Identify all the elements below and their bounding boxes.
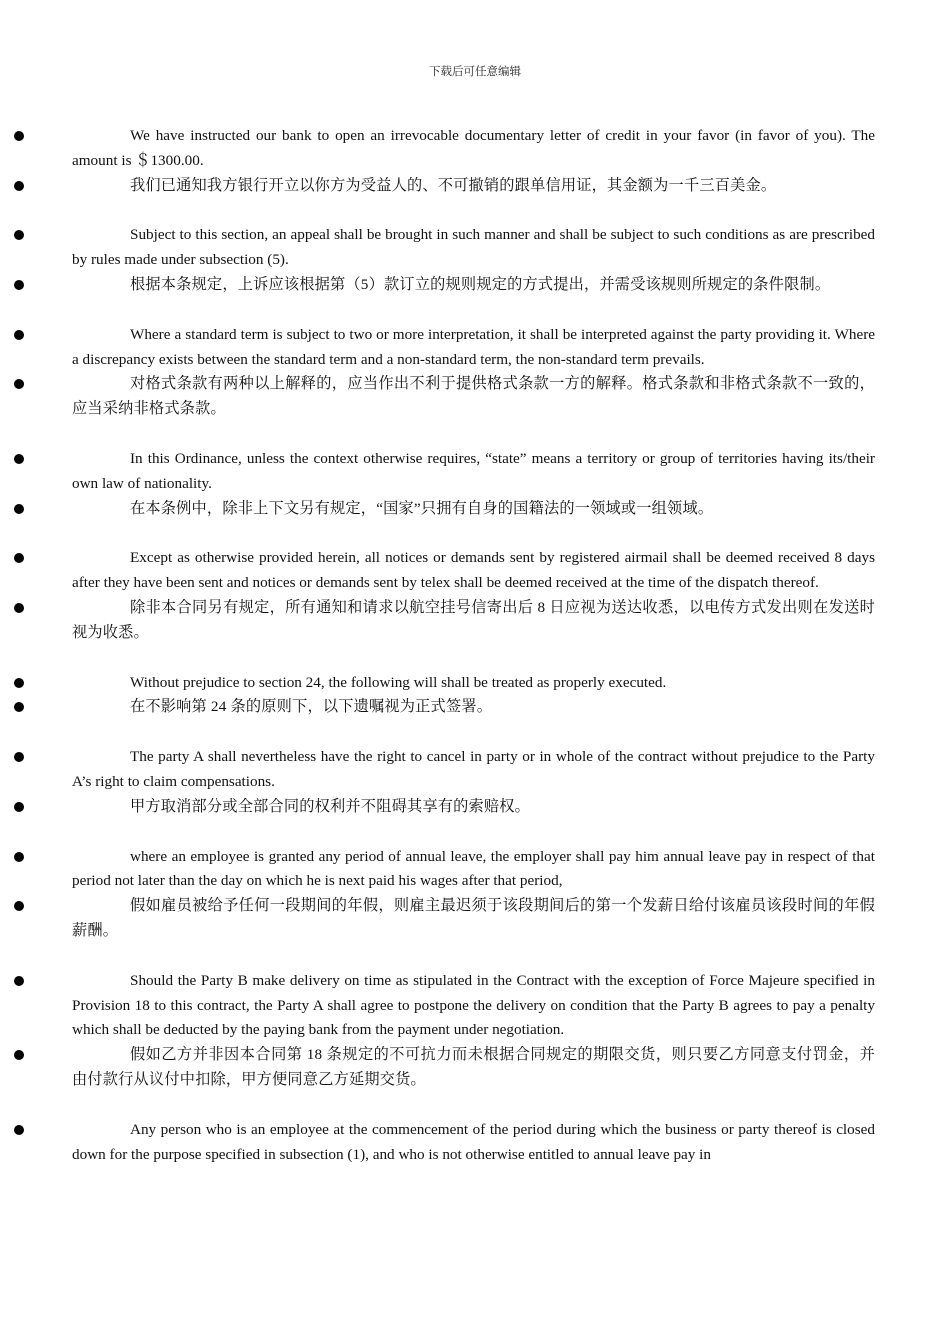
clause-chinese-text: 我们已通知我方银行开立以你方为受益人的、不可撤销的跟单信用证，其金额为一千三百美金。 <box>130 176 777 194</box>
clause-6 <box>72 671 875 721</box>
clause-chinese-text: 假如乙方并非因本合同第 18 条规定的不可抗力而未根据合同规定的期限交货，则只要乙方同意支付罚金，并由付款行从议付中扣除，甲方便同意乙方延期交货。 <box>72 1046 875 1088</box>
clause-chinese <box>72 596 875 646</box>
clause-10 <box>72 1118 875 1168</box>
clause-9 <box>72 969 875 1093</box>
clause-english-text: In this Ordinance, unless the context otherwise requires, “state” means a territory or group of territories having its/their own law of nationality. <box>72 449 875 492</box>
clause-1 <box>72 124 875 198</box>
clause-8 <box>72 845 875 944</box>
clause-english <box>72 745 875 795</box>
page-header: 下载后可任意编辑 <box>429 66 521 78</box>
clause-english-text: Any person who is an employee at the commencement of the period during which the business or party thereof is closed down for the purpose specified in subsection (1), and who is not otherwise entitled to annual leave pay in <box>72 1120 875 1163</box>
clause-english <box>72 845 875 895</box>
clause-english <box>72 1118 875 1168</box>
clause-chinese-text: 除非本合同另有规定，所有通知和请求以航空挂号信寄出后 8 日应视为送达收悉，以电传方式发出则在发送时视为收悉。 <box>72 598 875 641</box>
clause-chinese <box>72 795 875 820</box>
clause-7 <box>72 745 875 819</box>
clause-chinese <box>72 497 875 522</box>
clause-chinese <box>72 174 875 199</box>
clause-english-text: where an employee is granted any period of annual leave, the employer shall pay him annual leave pay in respect of that period not later than the day on which he is next paid his wages after that period, <box>72 847 875 890</box>
clause-english-text: Without prejudice to section 24, the following will shall be treated as properly executed. <box>130 673 667 691</box>
clause-chinese-text: 甲方取消部分或全部合同的权利并不阻碍其享有的索赔权。 <box>130 797 531 815</box>
clause-chinese <box>72 372 875 422</box>
clause-chinese-text: 根据本条规定，上诉应该根据第（5）款订立的规则规定的方式提出，并需受该规则所规定的条件限制。 <box>130 275 831 293</box>
clause-chinese-text: 对格式条款有两种以上解释的，应当作出不利于提供格式条款一方的解释。格式条款和非格式条款不一致的，应当采纳非格式条款。 <box>72 375 875 418</box>
clause-chinese-text: 在本条例中，除非上下文另有规定，“国家”只拥有自身的国籍法的一领域或一组领域。 <box>130 499 714 517</box>
clause-english <box>72 223 875 273</box>
document-body <box>72 124 875 1192</box>
clause-chinese-text: 在不影响第 24 条的原则下，以下遗嘱视为正式签署。 <box>130 698 493 716</box>
clause-3 <box>72 323 875 422</box>
clause-chinese <box>72 695 875 720</box>
clause-english <box>72 323 875 373</box>
clause-english <box>72 671 875 696</box>
clause-4 <box>72 447 875 521</box>
clause-chinese-text: 假如雇员被给予任何一段期间的年假，则雇主最迟须于该段期间后的第一个发薪日给付该雇员该段时间的年假薪酬。 <box>72 897 875 939</box>
clause-english <box>72 447 875 497</box>
clause-2 <box>72 223 875 297</box>
clause-english <box>72 546 875 596</box>
clause-chinese <box>72 273 875 298</box>
clause-english <box>72 969 875 1043</box>
clause-chinese <box>72 1043 875 1093</box>
clause-english-text: Should the Party B make delivery on time as stipulated in the Contract with the exception of Force Majeure specified in Provision 18 to this contract, the Party A shall agree to postpone the delivery on condition that the Party B agrees to pay a penalty which shall be deducted by the paying bank from the payment under negotiation. <box>72 971 875 1039</box>
clause-english-text: Subject to this section, an appeal shall be brought in such manner and shall be subject to such conditions as are prescribed by rules made under subsection (5). <box>72 226 875 269</box>
clause-english-text: Except as otherwise provided herein, all notices or demands sent by registered airmail shall be deemed received 8 days after they have been sent and notices or demands sent by telex shall be deemed received at the time of the dispatch thereof. <box>72 549 875 592</box>
clause-5 <box>72 546 875 645</box>
clause-english-text: Where a standard term is subject to two or more interpretation, it shall be interpreted against the party providing it. Where a discrepancy exists between the standard term and a non-standard term, the non-standard term prevails. <box>72 325 875 368</box>
clause-chinese <box>72 894 875 944</box>
clause-english-text: The party A shall nevertheless have the right to cancel in party or in whole of the contract without prejudice to the Party A’s right to claim compensations. <box>72 748 875 790</box>
clause-english-text: We have instructed our bank to open an irrevocable documentary letter of credit in your favor (in favor of you). The amount is ＄1300.00. <box>72 127 875 169</box>
clause-english <box>72 124 875 174</box>
